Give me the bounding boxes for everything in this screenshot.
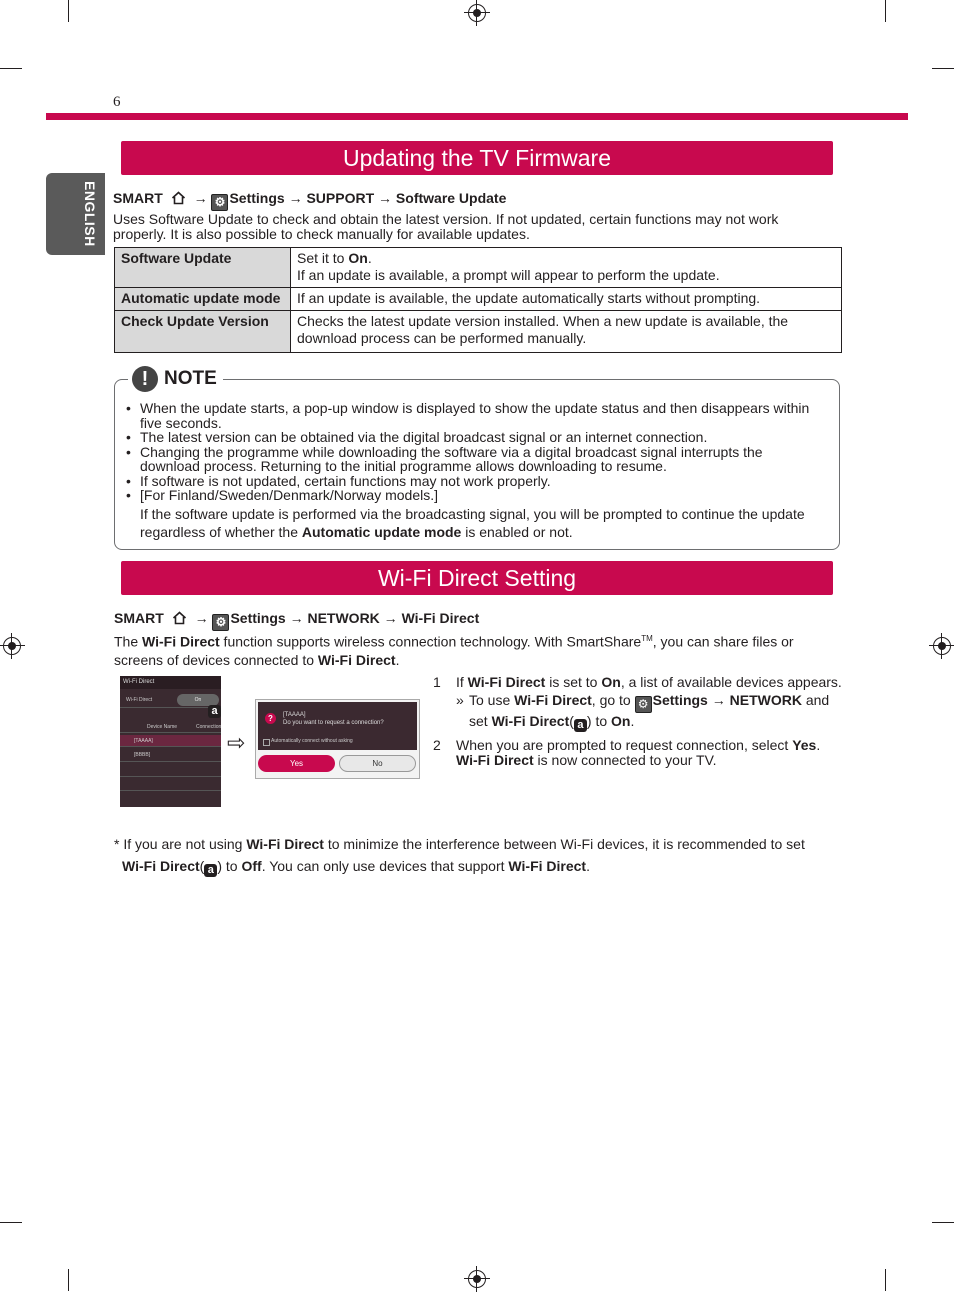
step-2: 2 When you are prompted to request connection, select Yes. Wi-Fi Direct is now connected to your TV. [433, 737, 821, 768]
device-row[interactable]: [TAAAA] [120, 735, 221, 747]
firmware-intro: Uses Software Update to check and obtain the latest version. If not updated, certain functions may not work properly. It is also possible to check manually for available updates. [113, 211, 779, 242]
table-row [115, 248, 842, 288]
list-item: • Changing the programme while downloading the software via a digital broadcast signal interrupts the download process. Returning to the initial programme allows downloading to resume. [126, 443, 763, 474]
list-item: If the software update is performed via the broadcasting signal, you will be prompted to continue the update regardless of whether the Automatic update mode is enabled or not. [140, 505, 805, 540]
path-smart: SMART [113, 190, 163, 206]
crop-mark [68, 0, 69, 22]
firmware-menu-path [113, 190, 506, 211]
empty-row [120, 778, 221, 791]
registration-mark-icon [3, 637, 21, 655]
wifi-direct-toggle[interactable]: On [177, 694, 219, 706]
home-icon [171, 191, 186, 205]
wifi-section-title: Wi-Fi Direct Setting [121, 561, 833, 595]
path-settings: Settings [229, 190, 285, 206]
page-number: 6 [113, 94, 121, 110]
dialog-question: Do you want to request a connection? [283, 720, 384, 726]
option-name: Automatic update mode [115, 288, 291, 311]
wifi-direct-screen [120, 676, 221, 807]
step-1: 1 If Wi-Fi Direct is set to On, a list of available devices appears. » To use Wi-Fi Direct, go to ⚙ Settings → NETWORK and set Wi-Fi Direct( a ) to On. [433, 674, 842, 731]
dialog-device: [TAAAA] [283, 712, 306, 718]
list-item: • The latest version can be obtained via the digital broadcast signal or an internet connection. [126, 429, 708, 445]
table-row [115, 288, 842, 311]
registration-mark-icon [468, 4, 486, 22]
option-name: Check Update Version [115, 311, 291, 353]
crop-mark [885, 1269, 886, 1291]
firmware-section-title: Updating the TV Firmware [121, 141, 833, 175]
path-smart: SMART [114, 610, 164, 626]
header-rule [46, 113, 908, 120]
list-item: • If software is not updated, certain functions may not work properly. [126, 472, 551, 489]
path-rest: → SUPPORT → Software Update [288, 190, 507, 206]
option-description: Checks the latest update version installed. When a new update is available, the download process can be performed manually. [291, 311, 842, 353]
dialog-body [258, 702, 417, 750]
path-rest: → NETWORK → Wi-Fi Direct [289, 610, 480, 626]
wifi-menu-path [114, 610, 479, 631]
crop-mark [68, 1269, 69, 1291]
note-title: NOTE [164, 368, 217, 389]
home-icon [172, 611, 187, 625]
list-item: • [For Finland/Sweden/Denmark/Norway models.] [126, 487, 439, 503]
a-key-icon: a [208, 705, 221, 718]
gear-icon: ⚙ [635, 696, 652, 713]
screen-header: Wi-Fi Direct [120, 676, 221, 689]
registration-mark-icon [468, 1270, 486, 1288]
auto-connect-label: Automatically connect without asking [271, 738, 353, 744]
crop-mark [932, 68, 954, 69]
connection-request-dialog [255, 699, 420, 779]
list-item: • When the update starts, a pop-up window is displayed to show the update status and then disappears within five seconds. [126, 400, 810, 431]
question-icon: ? [265, 713, 276, 724]
note-list [126, 401, 826, 541]
firmware-options-table [114, 247, 842, 353]
language-label: ENGLISH [82, 181, 98, 247]
a-key-icon: a [204, 864, 217, 877]
empty-row [120, 764, 221, 777]
device-row[interactable]: [BBBB] [120, 749, 221, 762]
gear-icon: ⚙ [211, 194, 228, 211]
step-1-sub: » To use Wi-Fi Direct, go to ⚙ Settings → NETWORK and set Wi-Fi Direct( a ) to On. [456, 692, 830, 731]
language-tab [46, 173, 105, 255]
steps [433, 675, 843, 768]
path-arrow: → [193, 190, 208, 206]
no-button[interactable]: No [339, 755, 416, 772]
option-description: Set it to On. If an update is available, a prompt will appear to perform the update. [291, 248, 842, 288]
crop-mark [0, 68, 22, 69]
crop-mark [885, 0, 886, 22]
table-row [115, 311, 842, 353]
a-key-icon: a [574, 719, 587, 732]
right-arrow-icon: ⇨ [227, 730, 246, 755]
wifi-intro: The Wi-Fi Direct function supports wireless connection technology. With SmartShare™, you can share files or screens of devices connected to Wi-Fi Direct. [114, 633, 794, 668]
registration-mark-icon [933, 637, 951, 655]
device-list-header: Device Name Connection [120, 721, 221, 733]
option-name: Software Update [115, 248, 291, 288]
wifi-direct-row: Wi-Fi Direct [120, 693, 221, 708]
crop-mark [932, 1222, 954, 1223]
gear-icon: ⚙ [212, 614, 229, 631]
note-header [128, 366, 223, 394]
option-description: If an update is available, the update automatically starts without prompting. [291, 288, 842, 311]
auto-connect-checkbox[interactable] [263, 739, 270, 746]
exclamation-icon: ! [132, 366, 158, 392]
path-arrow: → [194, 610, 209, 626]
crop-mark [0, 1222, 22, 1223]
yes-button[interactable]: Yes [258, 755, 335, 772]
path-settings: Settings [230, 610, 286, 626]
footnote: * If you are not using Wi-Fi Direct to minimize the interference between Wi-Fi devices, it is recommended to set Wi-Fi Direct( a ) to Off. You can only use devices that support Wi-Fi Direct. [114, 836, 805, 876]
